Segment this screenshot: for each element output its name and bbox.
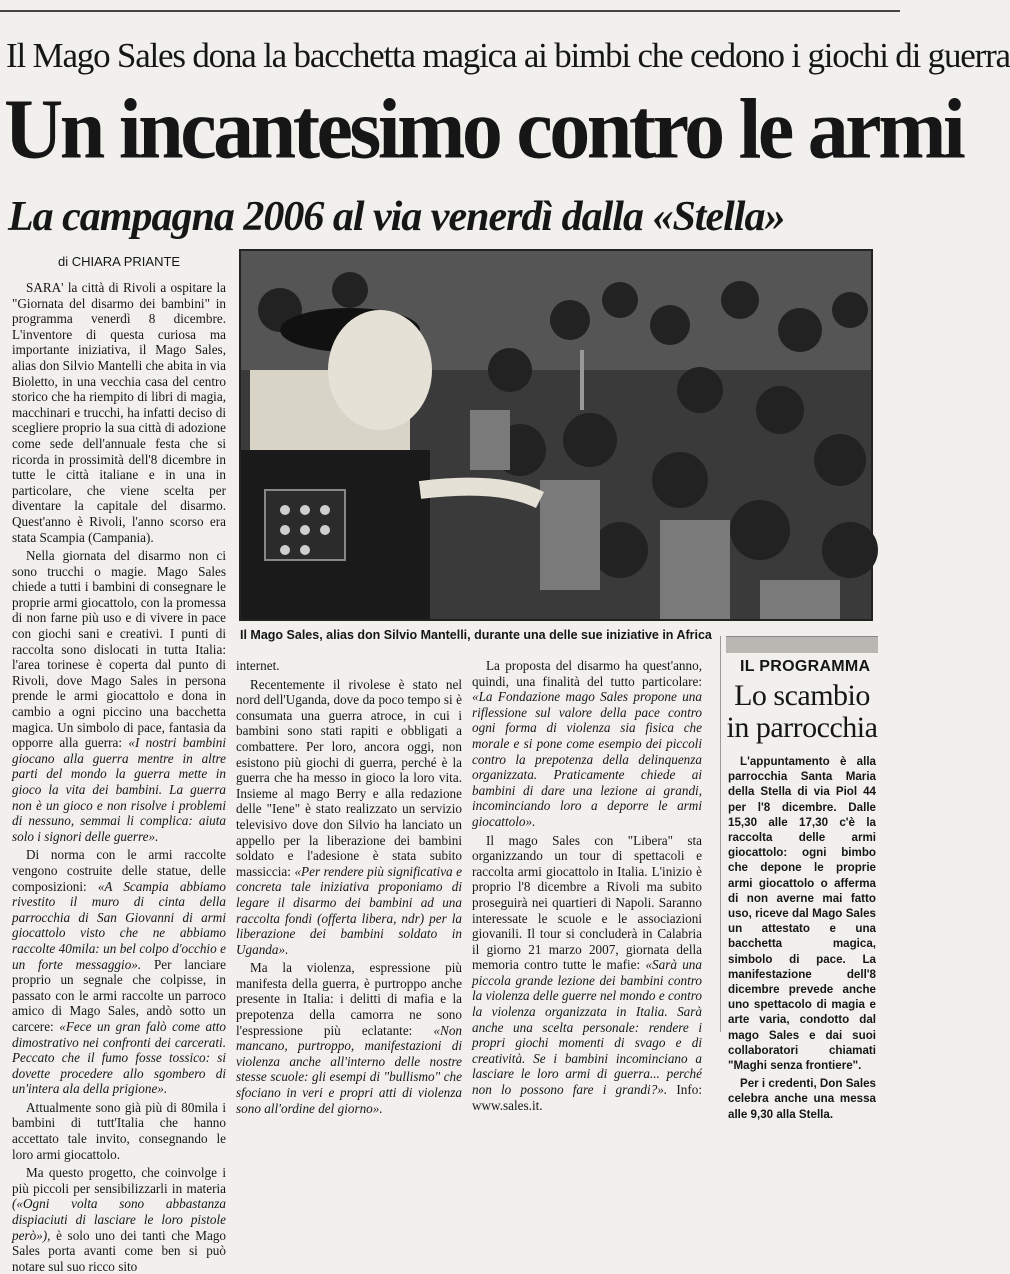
quote: «A Scampia abbiamo rivestito il muro di cinta della parrocchia di San Giovanni di armi giocattolo visto che ne abbiamo raccolte 40mila: un bel colpo d'occhio e un forte messaggio».	[12, 878, 226, 972]
sidebar-box	[726, 636, 878, 1121]
paragraph	[472, 833, 702, 1114]
article-photo	[240, 250, 872, 620]
quote: «Non mancano, purtroppo, manifestazioni di violenza anche all'interno delle nostre stesse scuole: gli esempi di "bullismo" che sfociano in veri e propri atti di violenza sono all'ordine del giorno».	[236, 1022, 463, 1116]
photo-illustration	[240, 250, 872, 620]
column-3	[472, 658, 702, 1113]
quote: «Per rendere più significativa e concreta tale iniziativa proponiamo di legare il disarmo dei bambini ad una raccolta fondi (offerta libera, ndr) per la liberazione dei bambini soldato in Uganda».	[236, 863, 462, 957]
paragraph: internet.	[236, 658, 280, 673]
sidebar-body	[726, 754, 878, 1122]
sidebar-label: IL PROGRAMMA	[740, 658, 871, 675]
text: Per lanciare proprio un segnale che colpisse, in passato con le armi raccolte un parroco amico di Mago Sales, andò sotto un carcere:	[12, 956, 227, 1034]
text: Ma questo progetto, che coinvolge i più piccoli per sensibilizzarli in materia	[12, 1165, 226, 1196]
paragraph: L'appuntamento è alla parrocchia Santa Maria della Stella di via Piol 44 per l'8 dicembre. Dalle 15,30 alle 17,30 c'è la raccolta delle armi giocattolo: ogni bimbo che depone le proprie armi giocattolo o afferma di non averne mai fatto uso, riceve dal Mago Sales un attestato e una bacchetta magica, simbolo di pace. La manifestazione dell'8 dicembre prevede anche uno spettacolo di magia e arte varia, condotto dal mago Sales e dai suoi collaboratori chiamati "Maghi senza frontiere".	[728, 755, 876, 1073]
paragraph	[236, 677, 462, 958]
paragraph	[472, 658, 702, 830]
paragraph	[236, 960, 462, 1116]
text: Ma la violenza, espressione più manifesta della guerra, è purtroppo anche presente in Italia: i delitti di mafia e la prepotenza della camorra ne sono l'espressione più eclatante:	[236, 960, 462, 1038]
photo-caption: Il Mago Sales, alias don Silvio Mantelli, durante una delle sue iniziative in Africa	[240, 628, 712, 642]
paragraph	[12, 847, 226, 1097]
text: La proposta del disarmo ha quest'anno, quindi, una finalità del tutto particolare:	[472, 658, 702, 689]
paragraph: Attualmente sono già più di 80mila i bambini di tutt'Italia che hanno accettato tale invito, consegnando le loro armi giocattolo.	[12, 1099, 226, 1162]
sidebar-divider	[720, 636, 721, 1032]
top-rule	[0, 10, 900, 12]
kicker: Il Mago Sales dona la bacchetta magica ai bimbi che cedono i giochi di guerra	[6, 36, 1010, 75]
sidebar-bar	[726, 636, 878, 653]
text: Info: www.sales.it.	[472, 1082, 702, 1113]
quote: «Sarà una piccola grande lezione dei bambini contro la violenza delle guerre nel mondo e contro la violenza organizzata in Italia. Sarà anche una scelta personale: rendere i propri giochi momenti di svago e di creatività. Se i bambini incominciano a lasciare le loro armi di guerra... perché non lo possono fare i grandi?».	[472, 957, 702, 1098]
subhead: La campagna 2006 al via venerdì dalla «Stella»	[8, 194, 785, 240]
quote: «Fece un gran falò come atto dimostrativo nei confronti dei carcerati. Peccato che il fumo fosse tossico: si dovette procedere allo sgombero di un'intera ala della prigione».	[12, 1018, 227, 1097]
text: è solo uno dei tanti che Mago Sales porta avanti come ben si può notare sul suo ricco sito	[12, 1227, 227, 1274]
text: Di norma con le armi raccolte vengono costruite delle statue, delle composizioni:	[12, 847, 226, 894]
column-1	[12, 280, 227, 1274]
text: Il mago Sales con "Libera" sta organizzando un tour di spettacoli e raccolta armi giocattolo in Italia. L'inizio è proprio l'8 dicembre a Rivoli ma subito proseguirà nei quartieri di Napoli. Saranno interessate le scuole e le associazioni giovanili. Il tour si concluderà in Calabria il giorno 21 marzo 2007, giornata della memoria contro tutte le mafie:	[472, 832, 702, 973]
paragraph	[12, 1165, 226, 1274]
column-2	[236, 658, 463, 1116]
quote: («Ogni volta sono abbastanza dispiaciuti di lasciare le loro pistole però»),	[12, 1196, 226, 1243]
quote: «I nostri bambini giocano alla guerra mentre in altre parti del mondo la guerra mette in gioco la vita dei bambini. La guerra non è un gioco e non risolve i problemi di nessuno, semmai li complica: aiuta solo i signori delle guerre».	[12, 735, 226, 844]
byline: di CHIARA PRIANTE	[58, 254, 181, 269]
headline: Un incantesimo contro le armi	[4, 80, 963, 177]
quote: «La Fondazione mago Sales propone una riflessione sul valore della pace contro ogni forma di violenza sia fisica che morale e si pone come esempio dei piccoli contro la prepotenza della delinquenza organizzata. Praticamente chiede ai bambini di dare una lezione ai grandi, incominciando loro a deporre le armi giocattolo».	[472, 689, 702, 829]
paragraph	[12, 548, 226, 844]
paragraph: Per i credenti, Don Sales celebra anche una messa alle 9,30 alla Stella.	[728, 1077, 876, 1121]
paragraph: SARA' la città di Rivoli a ospitare la "Giornata del disarmo dei bambini" in programma venerdì 8 dicembre. L'inventore di questa curiosa ma importante iniziativa, il Mago Sales, alias don Silvio Mantelli che abita in via Bioletto, in una vecchia casa del centro storico che ha riempito di libri di magia, macchinari e trucchi, ha infatti deciso di scegliere proprio la sua città di adozione come sede dell'annuale festa che si ricorda in prossimità dell'8 dicembre in tutte le città italiane e in una in particolare, che viene scelta per diventare la capitale del disarmo. Quest'anno è Rivoli, l'anno scorso era stata Scampia (Campania).	[12, 280, 226, 545]
text: Nella giornata del disarmo non ci sono trucchi o magie. Mago Sales chiede a tutti i bambini di consegnare le proprie armi giocattolo, con la promessa di non farne più uso e di vivere in pace con giochi sani e creativi. I punti di raccolta sono dislocati in tutta Italia: l'area torinese è coperta dal punto di Rivoli, dove Mago Sales in persona prende le armi giocattolo e dona in cambio a ogni piccino una bacchetta magica. Un simbolo di pace, fantasia da opporre alla guerra:	[12, 548, 226, 751]
sidebar-title: Lo scambio in parrocchia	[726, 679, 878, 744]
text: Recentemente il rivolese è stato nel nord dell'Uganda, dove da poco tempo si è consumata una guerra atroce, in cui i bambini sono stati rapiti e obbligati a combattere. Per loro, ancora oggi, non esistono più giochi di guerra, perché è la guerra che ha messo in gioco la loro vita. Insieme al mago Berry e alla redazione delle "Iene" è stato realizzato un servizio televisivo dove don Silvio ha lanciato un appello per la liberazione dei bambini soldato e l'adesione è stata subito massiccia:	[236, 676, 462, 879]
